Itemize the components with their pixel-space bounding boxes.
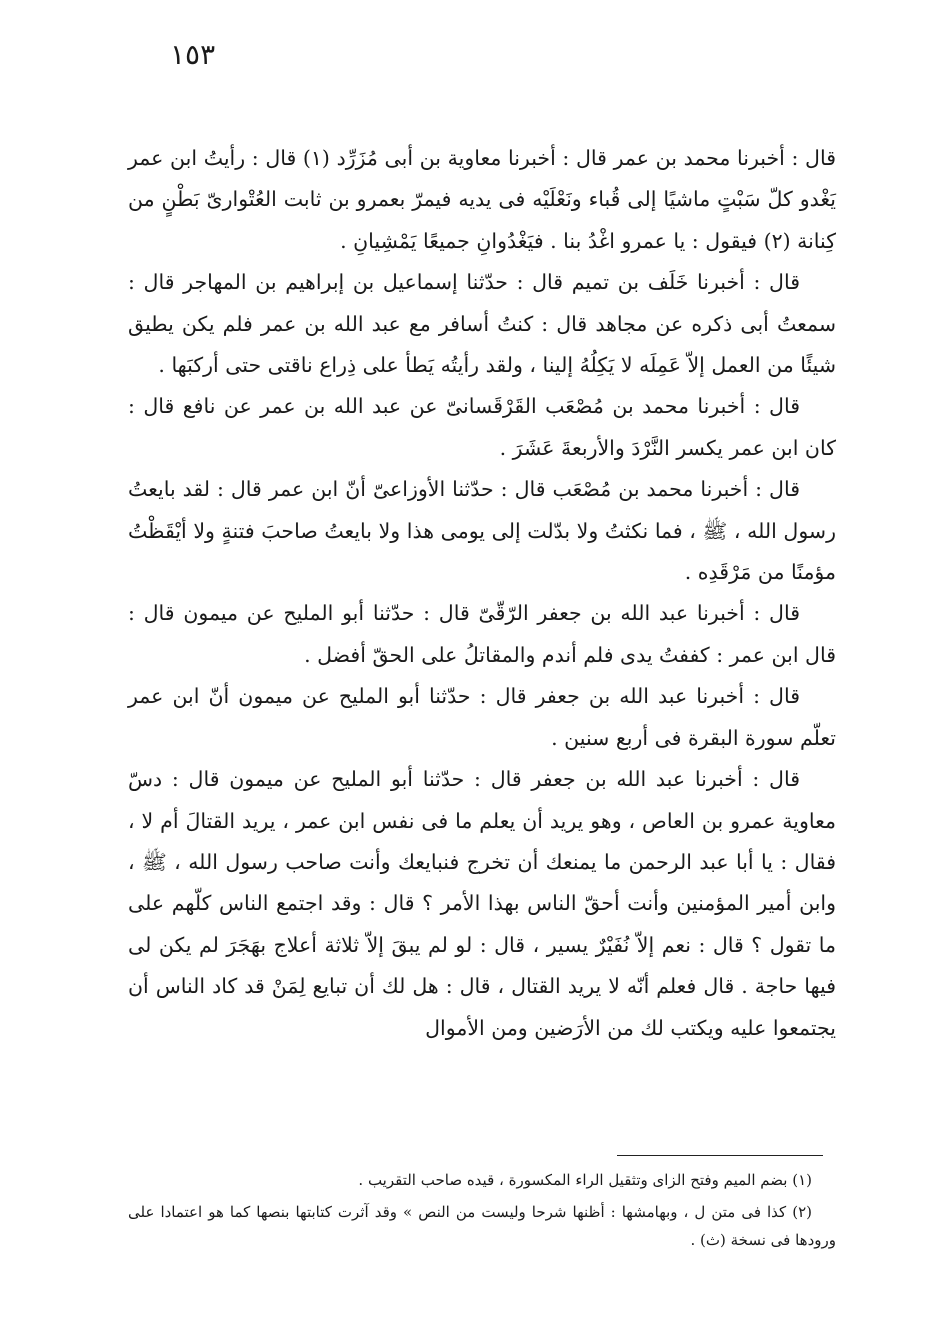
footnotes xyxy=(128,1166,836,1258)
footnote-divider xyxy=(617,1155,823,1156)
paragraph-7: قال : أخبرنا عبد الله بن جعفر قال : حدّثنا أبو المليح عن ميمون قال : دسّ معاوية عمرو بن العاص ، وهو يريد أن يعلم ما فى نفس ابن عمر ، يريد القتالَ أم لا ، فقال : يا أبا عبد الرحمن ما يمنعك أن تخرج فنبايعك وأنت صاحب رسول الله ، ﷺ ، وابن أمير المؤمنين وأنت أحقّ الناس بهذا الأمر ؟ قال : وقد اجتمع الناس كلّهم على ما تقول ؟ قال : نعم إلاّ نُفَيْرٌ يسير ، قال : لو لم يبقَ إلاّ ثلاثة أعلاج بهَجَرَ لم يكن لى فيها حاجة . قال فعلم أنّه لا يريد القتال ، قال : هل لك أن تبايع لِمَنْ قد كاد الناس أن يجتمعوا عليه ويكتب لك من الأرَضين ومن الأموال xyxy=(128,767,836,1040)
main-text xyxy=(128,138,836,1049)
paragraph-3: قال : أخبرنا محمد بن مُصْعَب القَرْقَسانىّ عن عبد الله بن عمر عن نافع قال : كان ابن عمر يكسر النَّرْدَ والأربعةَ عَشَرَ . xyxy=(128,394,836,460)
paragraph-5: قال : أخبرنا عبد الله بن جعفر الرّقّىّ قال : حدّثنا أبو المليح عن ميمون قال : قال ابن عمر : كففتُ يدى فلم أندم والمقاتلُ على الحقّ أفضل . xyxy=(128,601,836,667)
paragraph-2: قال : أخبرنا خَلَف بن تميم قال : حدّثنا إسماعيل بن إبراهيم بن المهاجر قال : سمعتُ أبى ذكره عن مجاهد قال : كنتُ أسافر مع عبد الله بن عمر فلم يكن يطيق شيئًا من العمل إلاّ عَمِلَه لا يَكِلُهُ إلينا ، ولقد رأيتُه يَطأ على ذِراع ناقتى حتى أركبَها . xyxy=(128,270,836,378)
paragraph-6: قال : أخبرنا عبد الله بن جعفر قال : حدّثنا أبو المليح عن ميمون أنّ ابن عمر تعلّم سورة البقرة فى أربع سنين . xyxy=(128,684,836,750)
paragraph-4: قال : أخبرنا محمد بن مُصْعَب قال : حدّثنا الأوزاعىّ أنّ ابن عمر قال : لقد بايعتُ رسول الله ، ﷺ ، فما نكثتُ ولا بدّلت إلى يومى هذا ولا بايعتُ صاحبَ فتنةٍ ولا أيْقَظْتُ مؤمنًا من مَرْقَدِه . xyxy=(128,477,836,585)
footnote-2: (٢) كذا فى متن ل ، وبهامشها : أظنها شرحا وليست من النص » وقد آثرت كتابتها بنصها كما هو اعتمادا على ورودها فى نسخة (ث) . xyxy=(128,1203,836,1249)
footnote-1: (١) بضم الميم وفتح الزاى وتثقيل الراء المكسورة ، قيده صاحب التقريب . xyxy=(358,1171,812,1189)
paragraph-1: قال : أخبرنا محمد بن عمر قال : أخبرنا معاوية بن أبى مُزَرِّد (١) قال : رأيتُ ابن عمر يَغْدو كلّ سَبْتٍ ماشيًا إلى قُباء ونَعْلَيْه فى يديه فيمرّ بعمرو بن ثابت العُتْوارىّ بَطْنٍ من كِنانة (٢) فيقول : يا عمرو اغْدُ بنا . فيَغْدُوانِ جميعًا يَمْشِيانِ . xyxy=(128,146,836,253)
page-number: ١٥٣ xyxy=(170,38,216,71)
